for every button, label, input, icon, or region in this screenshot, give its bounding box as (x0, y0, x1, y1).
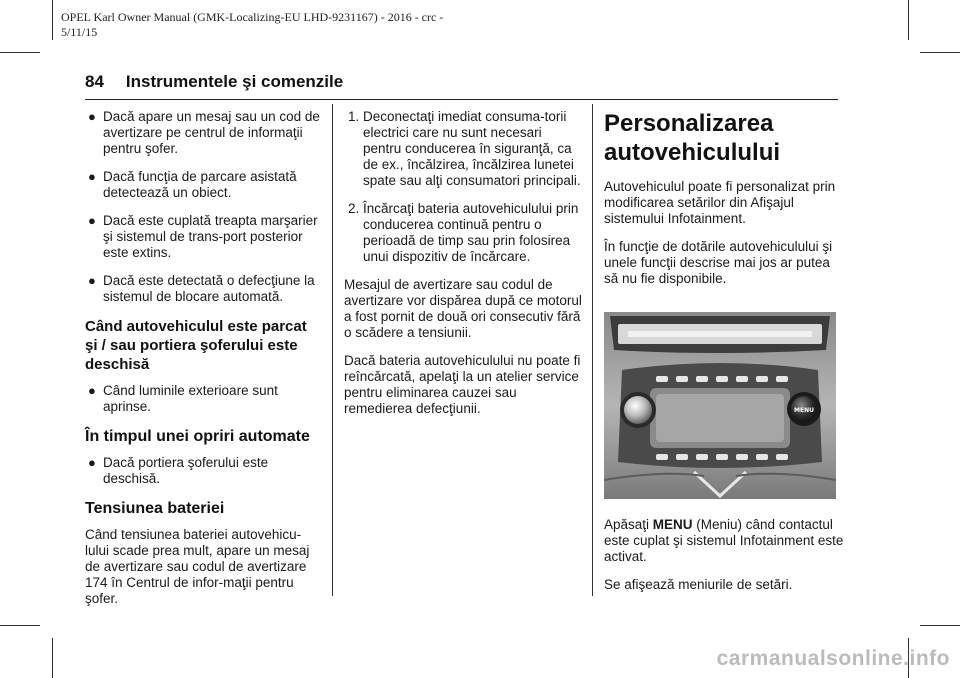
paragraph: În funcţie de dotările autovehiculului şi unele funcţii descrise mai jos ar putea să nu fie disponibile. (604, 239, 833, 286)
section-title: Instrumentele şi comenzile (125, 72, 344, 91)
column-divider (592, 104, 593, 596)
list-item-text: Când luminile exterioare sunt aprinse. (103, 383, 278, 414)
page-number: 84 (85, 72, 104, 91)
menu-keyword: MENU (652, 517, 693, 532)
list-item: ● Dacă este detectată o defecţiune la sistemul de blocare automată. (88, 273, 315, 304)
list-item: ● Dacă portiera şoferului este deschisă. (88, 455, 269, 486)
subheading-battery-voltage: Tensiunea bateriei (85, 500, 225, 517)
list-item: ● Dacă funcţia de parcare asistată detectează un obiect. (88, 169, 297, 200)
crop-mark (908, 0, 909, 40)
crop-mark (920, 625, 960, 626)
column-middle (344, 109, 582, 429)
list-item-text: Dacă apare un mesaj sau un cod de avertizare pe centrul de informaţii pentru şofer. (103, 109, 320, 156)
menu-button-label: MENU (794, 407, 814, 414)
list-item: ● Dacă este cuplată treapta marşarier şi sistemul de trans-port posterior este extins. (88, 213, 318, 260)
numbered-item (344, 109, 582, 189)
paragraph: Mesajul de avertizare sau codul de avertizare vor dispărea după ce motorul a fost pornit de două ori consecutiv fără o scădere a tensiunii. (344, 277, 582, 340)
crop-mark (52, 638, 53, 678)
list-item: ● Dacă apare un mesaj sau un cod de avertizare pe centrul de informaţii pentru şofer. (88, 109, 320, 156)
column-left (85, 109, 320, 619)
list-item-text: Dacă este cuplată treapta marşarier şi sistemul de trans-port posterior este extins. (103, 213, 318, 260)
heading-rule (85, 99, 838, 100)
infotainment-panel-figure (604, 312, 836, 499)
document-header (61, 10, 581, 40)
item-number: 1. (348, 109, 360, 124)
item-text: Deconectaţi imediat consuma-torii electrici care nu sunt necesari pentru conducerea în siguranţă, ca de ex., încălzirea, încălzirea lunetei spate sau alţi consumatori principali. (363, 109, 581, 188)
subheading-auto-stop: În timpul unei opriri automate (85, 428, 310, 445)
list-item-text: Dacă este detectată o defecţiune la sistemul de blocare automată. (103, 273, 315, 304)
list-item-text: Dacă portiera şoferului este deschisă. (103, 455, 269, 486)
crop-mark (0, 625, 40, 626)
column-right (604, 109, 844, 605)
text-fragment: Apăsaţi (604, 517, 653, 532)
watermark: carmanualsonline.info (716, 647, 950, 670)
item-number: 2. (348, 201, 360, 216)
crop-mark (0, 52, 40, 53)
list-item-text: Dacă funcţia de parcare asistată detectează un obiect. (103, 169, 297, 200)
paragraph: Autovehiculul poate fi personalizat prin modificarea setărilor din Afişajul sistemului Infotainment. (604, 179, 836, 226)
paragraph-menu-instruction (604, 517, 844, 565)
paragraph: Când tensiunea bateriei autovehicu-lului scade prea mult, apare un mesaj de avertizare sau codul de avertizare 174 în Centrul de infor-maţii pentru şofer. (85, 527, 310, 606)
paragraph: Dacă bateria autovehiculului nu poate fi reîncărcată, apelaţi la un atelier service pentru eliminarea cauzei sau remedierea defecţiunii. (344, 353, 581, 416)
subheading-parked: Când autovehiculul este parcat şi / sau portiera şoferului este deschisă (85, 318, 307, 373)
list-item: ● Când luminile exterioare sunt aprinse. (88, 383, 278, 414)
text-fragment: (Meniu) când contactul este cuplat şi sistemul Infotainment este activat. (604, 517, 844, 564)
page-heading (85, 72, 343, 92)
document-header-line2: 5/11/15 (61, 25, 98, 39)
column-divider (332, 104, 333, 596)
crop-mark (52, 0, 53, 40)
paragraph: Se afişează meniurile de setări. (604, 577, 793, 592)
crop-mark (920, 52, 960, 53)
document-header-line1: OPEL Karl Owner Manual (GMK-Localizing-EU LHD-9231167) - 2016 - crc - (61, 10, 444, 24)
item-text: Încărcaţi bateria autovehiculului prin conducerea continuă pentru o perioadă de timp sau prin folosirea unui dispozitiv de încărcare. (363, 201, 579, 264)
section-heading-personalization: Personalizarea autovehiculului (604, 110, 781, 166)
numbered-item (344, 201, 582, 265)
